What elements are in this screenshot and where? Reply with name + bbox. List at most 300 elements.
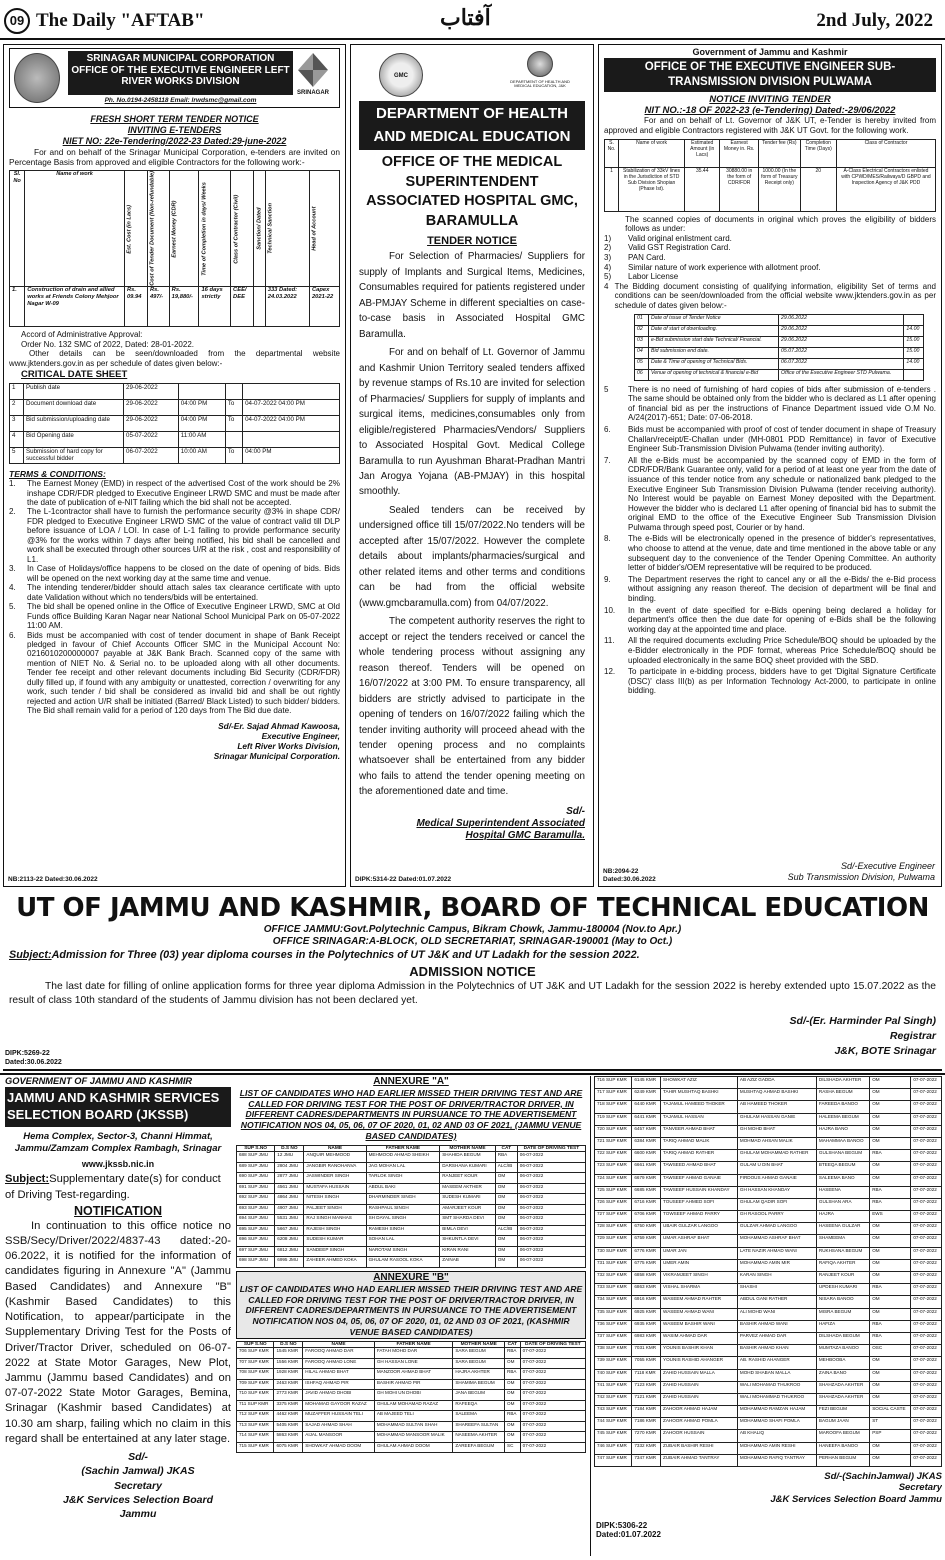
candidate-cell: VIKRAMJEET SINGH [661,1272,738,1284]
health-dept-seal-text: DEPARTMENT OF HEALTH AND MEDICAL EDUCATION, J&K [510,78,570,89]
candidate-cell: BIMLA DEVI [440,1225,496,1236]
candidate-cell: OM [870,1247,911,1259]
gmc-sign-line: Medical Superintendent Associated [416,817,585,829]
candidate-cell: UMAR JAN [661,1247,738,1259]
pulwama-schedule-cell: Date & Time of opening of Technical Bids. [649,358,779,369]
smc-work-header: Technical Sanction [265,171,309,287]
candidate-cell: 07-07-2022 [911,1137,942,1149]
smc-term-text: The intending tenderer/bidder should attach sales tax clearance certificate with upto date Validation without which no tenders/bids will be entertained. [27,583,340,602]
jkssb-sign2-line: J&K Services Selection Board Jammu [770,1493,942,1505]
candidate-cell: 07-07-2022 [520,1421,585,1432]
candidate-cell: GHULAM AHMAD DOOM [374,1442,453,1453]
candidate-cell: PALJEET SINGH [304,1204,366,1215]
smc-sign-line: Executive Engineer, [261,730,340,741]
candidate-cell: 06-07-2022 [517,1257,585,1268]
jkssb-nb-number [596,1521,661,1540]
candidate-cell: UPDESH KUMARI [816,1284,869,1296]
candidate-cell: 6679 KMR [632,1174,661,1186]
pulwama-term-text: The e-Bids will be electronically opened in the presence of bidder's representatives, who choose to attend at the venue, date and time mentioned in the above table or any subsequent day to the convenience of the Tender Opening Committee. An authority letter of bidder's/OEM representative will be required to be produced. [628,534,936,573]
candidate-cell: 5405 KMR [274,1421,303,1432]
smc-term-text: The L-1contractor shall have to furnish the performance security @3% in shape CDR/ FDR pledged to Executive Engineer LRWD SMC of the value of contract valid till DLP before issuance of LOA / LOI. In case of L-1 failing to provide performance security @3% for the works within 7 days after being notified, his bid shall be cancelled and work shall be executed through other sources U/R at the risk , cost and responsibility of L1. [27,507,340,564]
candidate-row [595,1162,942,1174]
candidate-cell: 739 SUP KMR [595,1357,632,1369]
smc-work-header: Class of Contractor (Civil) [231,171,254,287]
candidate-cell: TAJAMUL HAMEED THOKER [661,1101,738,1113]
candidate-cell: TAHIR MUSHTAQ BASHKI [661,1089,738,1101]
candidate-cell: ALC/IB [495,1162,517,1173]
candidate-cell: 734 SUP KMR [595,1296,632,1308]
pulwama-schedule-cell [904,314,924,325]
candidate-cell: 6983 KMR [632,1332,661,1344]
smc-terms-title: TERMS & CONDITIONS: [9,468,106,479]
candidate-cell: NAROTAM SINGH [366,1246,440,1257]
candidate-cell: 738 SUP KMR [595,1345,632,1357]
critical-date-cell: 1 [10,383,24,399]
smc-work-header: Earnest Money (CDR) [169,171,199,287]
candidate-cell: MOHAMAD GAYOOR RAZAZ [303,1400,375,1411]
candidate-cell: 07-07-2022 [520,1358,585,1369]
candidate-cell: SUDESH KUMAR [304,1236,366,1247]
candidate-cell: OM [870,1442,911,1454]
candidate-cell: 6661 KMR [632,1162,661,1174]
candidate-cell: OM [505,1390,521,1401]
jkssb-annexures [236,1076,586,1556]
candidate-cell: ZAHID HUSSAIN [661,1381,738,1393]
candidate-cell: 07-07-2022 [520,1411,585,1422]
candidate-cell: 2877 JMU [275,1173,304,1184]
candidate-cell: PARVEZ AHMAD DAR [737,1332,816,1344]
candidate-cell: MEHBOOBA [816,1357,869,1369]
candidate-cell: 07-07-2022 [520,1369,585,1380]
smc-work-header: Sanction/ Dated [254,171,266,287]
candidate-cell: TARIQ AHMAD MALIK [661,1137,738,1149]
candidate-cell: 6916 KMR [632,1296,661,1308]
candidate-row [595,1442,942,1454]
smc-work-cell: Rs. 497/- [147,287,169,327]
candidate-cell: KIRAN RANI [440,1246,496,1257]
smc-sign-line: Srinagar Municipal Corporation. [213,750,340,761]
candidate-cell: 07-07-2022 [520,1400,585,1411]
candidate-cell: 07-07-2022 [911,1345,942,1357]
smc-work-cell: Capex 2021-22 [309,287,339,327]
srinagar-logo-icon [291,53,335,105]
smc-work-cell: Construction of drain and allied works at Friends Colony Mehjoor Nagar W-09 [25,287,125,327]
bote-subject-label: Subject: [9,949,52,962]
pulwama-schedule-cell: 05 [635,358,649,369]
candidate-cell: 731 SUP KMR [595,1259,632,1271]
candidate-row [595,1454,942,1466]
candidate-cell: 1545 KMR [274,1348,303,1359]
candidate-cell: SOCIAL CASTE [870,1406,911,1418]
candidate-cell: 735 SUP KMR [595,1308,632,1320]
candidate-cell: 6935 KMR [632,1320,661,1332]
pulwama-doc-text: Valid original enlistment card. [628,233,732,243]
pulwama-schedule-row [635,358,924,369]
candidate-cell: ZAHOOR AHMAD POMLA [661,1418,738,1430]
jkssb-banner: JAMMU AND KASHMIR SERVICES SELECTION BOARD (JKSSB) [5,1087,231,1127]
candidate-cell: DHARMINDER SINGH [366,1194,440,1205]
pulwama-work-cell: 20 [800,167,836,211]
candidate-cell: 07-07-2022 [911,1198,942,1210]
candidate-cell: FAROOQ AHMAD LONE [303,1358,375,1369]
jkssb-notification [3,1076,233,1556]
candidate-cell: HILAL AHMAD BHAT [303,1369,375,1380]
candidate-cell: SHAREEFA SULTAN [453,1421,505,1432]
candidate-cell: ZAHID HUSSAIN MALLA [661,1369,738,1381]
candidate-cell: SANDEEP SINGH [304,1246,366,1257]
smc-work-cell: 1. [10,287,25,327]
candidate-cell: 6706 KMR [632,1211,661,1223]
jkssb-subject: Supplementary date(s) for conduct of Driving Test-regarding. [5,1173,221,1201]
candidate-header-row [237,1145,586,1152]
pulwama-term-text: All the e-Bids must be accompanied by the scanned copy of EMD in the form of CDR/FDR/Bank Guarantee only, valid for a period of at least one year from the date of issuance of this tender notice from any schedule or nationalized bank pledged to the Executive Engineer Sub Transmission Division Pulwama (tender receiving authority). No Interest would be payable on Earnest Money deposited with the Department. However the bidder who is declared L1 after opening of financial bid has to submit the original EMD to the office of the Executive Engineer Sub Transmission Division Pulwama through speed post, Courier or by hand. [628,455,936,532]
candidate-cell: 2463 KMR [274,1379,303,1390]
candidate-cell: 07-07-2022 [911,1430,942,1442]
candidate-header-cell: D.S NO [275,1145,304,1152]
candidate-cell: SALEEMA BANO [816,1174,869,1186]
candidate-cell: OM [495,1173,517,1184]
candidate-cell: 07-07-2022 [911,1125,942,1137]
candidate-cell: RBA [870,1284,911,1296]
candidate-cell: 713 SUP KMR [237,1421,274,1432]
candidate-cell: SMT SHARDA DEVI [440,1215,496,1226]
candidate-cell: JANGBIR RANOHANVA [304,1162,366,1173]
gmc-sign-line: Hospital GMC Baramulla. [465,829,585,841]
candidate-cell: OM [870,1369,911,1381]
candidate-cell: OM [870,1077,911,1089]
pulwama-term-number: 8. [604,534,611,544]
candidate-header-cell: SUP S.NO [237,1145,275,1152]
candidate-cell: LATE NAZIR AHMAD WANI [737,1247,816,1259]
candidate-cell: 6995 JMU [275,1257,304,1268]
candidate-cell: NASEEMA AKHTER [453,1432,505,1443]
critical-date-row [10,399,340,415]
candidate-cell: RAFEEQA [453,1400,505,1411]
jkssb-annex-continued [594,1076,942,1556]
candidate-cell: 741 SUP KMR [595,1381,632,1393]
candidate-row [237,1442,586,1453]
candidate-cell: UMER AMIN [661,1259,738,1271]
candidate-cell: HAJRA [816,1211,869,1223]
candidate-cell: 4462 KMR [274,1411,303,1422]
pulwama-schedule-cell: 05.07.2022 [779,347,904,358]
candidate-cell: MANZOOR AHMAD BHAT [374,1369,453,1380]
candidate-cell: 7332 KMR [632,1442,661,1454]
critical-date-cell: Publish date [24,383,124,399]
candidate-cell: SHAMEEMA [816,1235,869,1247]
pulwama-work-header: Earnest Money in. Rs. [720,139,759,167]
candidate-cell: OM [870,1393,911,1405]
pulwama-schedule-cell: 06.07.2022 [779,358,904,369]
candidate-cell: 692 SUP JMU [237,1194,275,1205]
candidate-cell: GH HASSAN LONE [374,1358,453,1369]
candidate-cell: UMAR ASHRAF BHAT [661,1235,738,1247]
candidate-cell: YOUNIS RASHID AHANGER [661,1357,738,1369]
candidate-cell: 6384 KMR [632,1137,661,1149]
jkssb-notice-title: NOTIFICATION [74,1203,162,1218]
candidate-cell: ZAHID HUSSAIN [661,1393,738,1405]
candidate-cell: 6812 JMU [275,1246,304,1257]
candidate-cell: 07-07-2022 [911,1320,942,1332]
pulwama-term-text: In the event of date specified for e-Bids opening being declared a holiday for department's office then the due date for opening of e-Bids shall be the following working day at the appointed time and place. [628,605,936,634]
candidate-cell: SOHAN LAL [366,1236,440,1247]
candidate-cell: 07-07-2022 [911,1284,942,1296]
pulwama-schedule-cell [904,369,924,380]
candidate-cell: ANQUIR MEHMOOD [304,1152,366,1163]
candidate-cell: MUZAFFER HUSSAIN TELI [303,1411,375,1422]
candidate-cell: 6600 KMR [632,1150,661,1162]
candidate-cell: 2773 KMR [274,1390,303,1401]
candidate-cell: 07-07-2022 [911,1089,942,1101]
candidate-cell: 4864 JMU [275,1194,304,1205]
candidate-header-cell: CAT [505,1341,521,1348]
candidate-cell: DILSHADA BEGUM [816,1332,869,1344]
critical-date-cell: 2 [10,399,24,415]
candidate-cell: 6249 KMR [632,1089,661,1101]
pulwama-doc-number: 4) [604,262,612,272]
candidate-cell: WASEEM AHMAD RAHTER [661,1296,738,1308]
critical-date-cell: To [225,415,242,431]
candidate-cell: HAFIZA [816,1320,869,1332]
candidate-header-cell: DATE OF DRIVING TEST [517,1145,585,1152]
smc-term-number: 6. [9,630,16,640]
candidate-cell: SHAHZADA AKHTER [816,1381,869,1393]
gmc-para-3: Sealed tenders can be received by undersigned office till 15/07/2022.No tenders will be accepted after 15/07/2022. However the complete details about implants/pharmacies/surgical and other related items and other terms and conditions can be had from the official website (www.gmcbaramulla.com) from 04/07/2022. [359,504,585,609]
candidate-cell: 1928 KMR [274,1369,303,1380]
candidate-row [595,1198,942,1210]
candidate-cell: SALEEMA [453,1411,505,1422]
pulwama-work-cell: 30880.00 in the form of CDR/FDR [720,167,759,211]
candidate-header-cell: NAME [304,1145,366,1152]
pulwama-schedule-row [635,347,924,358]
candidate-row [237,1358,586,1369]
candidate-row [595,1418,942,1430]
candidate-cell: SHAHZADA AKHTER [816,1393,869,1405]
annex-a-description: LIST OF CANDIDATES WHO HAD EARLIER MISSED THEIR DRIVING TEST AND ARE CALLED FOR DRIVING TEST FOR THE POST OF DRIVER/TRACTOR DRIVER, IN DIFFERENT CADRES/DEPARTMENTS IN PURSUANCE TO THE ADVERTISEMENT NOTIFICATION NOS 04, 05, 06, 07 OF 2020, 01, 02 AND 03 OF 2021, (JAMMU VENUE BASED CANDIDATES) [239,1088,583,1141]
pulwama-tender-ad [598,44,942,887]
candidate-cell: FAREEDA BANOO [816,1101,869,1113]
candidate-row [595,1393,942,1405]
critical-date-title: CRITICAL DATE SHEET [21,369,128,381]
candidate-cell: 06-07-2022 [517,1194,585,1205]
candidate-cell: 07-07-2022 [911,1259,942,1271]
gmc-nb-number: DIPK:5314-22 Dated:01.07.2022 [355,876,452,884]
health-dept-seal-icon [505,51,575,89]
candidate-cell: 6750 KMR [632,1223,661,1235]
candidate-cell: BAGUM JAAN [816,1418,869,1430]
candidate-cell: 696 SUP JMU [237,1236,275,1247]
candidate-cell: 1556 KMR [274,1358,303,1369]
candidate-cell: 07-07-2022 [911,1113,942,1125]
candidate-cell: MOHAMMAD SHAFI POMLA [737,1418,816,1430]
candidate-cell: ZAHOOR AHMAD HAJAM [661,1406,738,1418]
candidate-row [595,1296,942,1308]
pulwama-term-text: There is no need of furnishing of hard copies of bids after submission of e-tenders . The same should be obtained only from the bidder who is declared as L1 after opening of financial bid as per the instructions of Finance Department issued vide O.M No. A/24(2017)-651; Date: 07-06-2018. [628,384,936,423]
candidate-cell: NISARA BANOO [816,1296,869,1308]
smc-tender-ad [3,44,346,887]
smc-work-cell: Rs. 09.94 [124,287,147,327]
candidate-cell: RAJ SINGH MANHAS [304,1215,366,1226]
pulwama-schedule-cell: Bid submission end date. [649,347,779,358]
pulwama-doc-text: Similar nature of work experience with allotment proof. [628,262,821,272]
candidate-row [595,1101,942,1113]
candidate-cell: UBAIR GULZAR LANGOO [661,1223,738,1235]
pulwama-schedule-cell: 29.06.2022 [779,314,904,325]
pulwama-term-text: Bids must be accompanied with proof of cost of tender document in shape of Treasury Challan/receipt/E-Challan under (MH-0801 PDD Remittance) in favor of Executive Engineer Sub-Transmission Division Pulwama (tender inviting authority). [628,424,936,454]
pulwama-schedule-cell: Date of issue of Tender Notice [649,314,779,325]
candidate-cell: HASEENA [816,1186,869,1198]
candidate-cell: 747 SUP KMR [595,1454,632,1466]
candidate-cell: 6776 KMR [632,1247,661,1259]
jkssb-sign-line: J&K Services Selection Board Jammu [63,1493,213,1520]
pulwama-term-number: 10. [604,605,616,615]
candidate-cell: 689 SUP JMU [237,1162,275,1173]
critical-date-cell: 29-06-2022 [124,399,179,415]
candidate-cell: MOHD SHABAN MALLA [737,1369,816,1381]
smc-term-text: In Case of Holidays/office happens to be closed on the date of opening of bids. Bids will be opened on the next working day at the same time and venue. [27,564,340,583]
candidate-row [237,1215,586,1226]
candidate-cell: 714 SUP KMR [237,1432,274,1443]
gmc-tender-ad [350,44,594,887]
candidate-row [237,1173,586,1184]
candidate-cell: 6759 KMR [632,1235,661,1247]
candidate-row [237,1400,586,1411]
candidate-cell: 690 SUP JMU [237,1173,275,1184]
candidate-cell: OM [870,1296,911,1308]
candidate-cell: MOHAMMAD MANSOOR MALIK [374,1432,453,1443]
smc-intro: For and on behalf of the Srinagar Municipal Corporation, e-tenders are invited on Percentage Basis from approved and eligible Contractors for the following work:- [9,147,340,168]
candidate-cell: 6925 KMR [632,1308,661,1320]
pulwama-schedule-cell: Date of start of downloading. [649,325,779,336]
candidate-cell: 717 SUP KMR [595,1089,632,1101]
candidate-cell: MUMTAZA BANOO [816,1345,869,1357]
critical-date-cell: 3 [10,415,24,431]
section-divider [0,1073,945,1075]
candidate-cell: 06-07-2022 [517,1162,585,1173]
candidate-cell: 06-07-2022 [517,1236,585,1247]
critical-date-cell: 04-07-2022 04:00 PM [243,415,340,431]
candidate-cell: HAJRA BANO [816,1125,869,1137]
pulwama-work-header: Completion Time (Days) [800,139,836,167]
candidate-row [237,1379,586,1390]
candidate-cell: RASHA BEGUM [816,1089,869,1101]
candidate-cell: MUSHTAQ AHMAD BASHKI [737,1089,816,1101]
candidate-cell: 07-07-2022 [520,1348,585,1359]
jkssb-signature [5,1450,231,1521]
critical-date-cell: Submission of hard copy for successful bidder [24,447,124,463]
bote-subject: Admission for Three (03) year diploma courses in the Polytechnics of UT J&K and UT Ladakh for the session 2022. [51,949,640,962]
candidate-cell: SHAMIMA BEGUM [453,1379,505,1390]
candidate-cell: AB MAJEED TELI [374,1411,453,1422]
candidate-cell: ZAINAB [440,1257,496,1268]
smc-term-number: 5. [9,602,16,612]
jkssb-subject-label: Subject: [5,1173,50,1186]
candidate-cell: HALEEMA BEGUM [816,1113,869,1125]
candidate-cell: GULAM U DIN BHAT [737,1162,816,1174]
candidate-cell: HANEEFA BANOO [816,1442,869,1454]
candidate-cell: TARIQ AHMAD RATHER [661,1150,738,1162]
candidate-cell: 688 SUP JMU [237,1152,275,1163]
candidate-row [237,1204,586,1215]
pulwama-term-number: 6. [604,424,611,434]
candidate-cell: 697 SUP JMU [237,1246,275,1257]
candidate-cell: TAWSEEF HUSSAIN KHANDAY [661,1186,738,1198]
candidate-row [595,1357,942,1369]
candidate-cell: AB. RASHID AHANGER [737,1357,816,1369]
candidate-cell: 07-07-2022 [911,1150,942,1162]
candidate-cell: RANJEET KOUR [816,1272,869,1284]
candidate-cell: BTEEQA BEGUM [816,1162,869,1174]
candidate-row [595,1272,942,1284]
candidate-row [595,1235,942,1247]
candidate-cell: 743 SUP KMR [595,1406,632,1418]
smc-sign-line: Left River Works Division, [237,740,340,751]
smc-sign-line: Sd/-Er. Sajad Ahmad Kawoosa, [218,720,340,731]
candidate-cell: 727 SUP KMR [595,1211,632,1223]
candidate-cell: MOHAMMAD ASHRAF BHAT [737,1235,816,1247]
candidate-cell: OM [495,1257,517,1268]
candidate-cell: SARA BEGUM [453,1358,505,1369]
candidate-cell: 07-07-2022 [911,1332,942,1344]
candidate-cell: HASEENA GULZAR [816,1223,869,1235]
pulwama-term-number: 12. [604,667,616,677]
pulwama-work-cell: 35.44 [685,167,720,211]
smc-work-cell: 16 days strictly [199,287,231,327]
candidate-cell: OM [870,1137,911,1149]
smc-work-cell: 333 Dated: 24.03.2022 [265,287,309,327]
candidate-cell: MAHAMMAA BANOO [816,1137,869,1149]
pulwama-terms-list [604,385,936,696]
candidate-header-cell: SUP S.NO [237,1341,274,1348]
bote-body: The last date for filling of online application forms for three year diploma Admission in the Polytechnics of UT J&K and UT Ladakh for the session 2022 is hereby extended upto 15.07.2022 as the result of class 10th standard of the students of Jammu division has not been declared yet. [9,980,936,1006]
candidate-cell: 06-07-2022 [517,1204,585,1215]
candidate-cell: MOHMAD AHSAN MALIK [737,1137,816,1149]
smc-notice-subtitle: INVITING E-TENDERS [127,124,222,135]
newspaper-logo: آفتاب [440,5,491,31]
pulwama-work-cell: Stabilization of 33kV lines in the Jurisdiction of STD Sub Division Shopian (Phase Ist). [619,167,685,211]
smc-nb-number: NB:2113-22 Dated:30.06.2022 [8,876,98,884]
candidate-row [595,1259,942,1271]
candidate-header-cell: FATHER NAME [374,1341,453,1348]
smc-accord: Accord of Administrative Approval: [21,330,143,340]
candidate-row [595,1381,942,1393]
smc-notice-title: FRESH SHORT TERM TENDER NOTICE [90,114,259,124]
candidate-cell: GHULAM MOHAMMAD RATHER [737,1150,816,1162]
candidate-cell: 4907 JMU [275,1204,304,1215]
candidate-cell: RANJEET KOUR [440,1173,496,1184]
pulwama-nb-number [603,868,656,884]
smc-term-number: 3. [9,564,16,574]
critical-date-cell: 04-07-2022 04:00 PM [243,399,340,415]
candidate-cell: 726 SUP KMR [595,1198,632,1210]
candidate-cell: MOHAMMAD RAFIQ TANTRAY [737,1454,816,1466]
candidate-cell: MOHAMMAD AMIN MIR [737,1259,816,1271]
candidate-cell: WALI MOHAMAD THUKROO [737,1381,816,1393]
candidate-cell: TAWSEEF AHMAD GANAIE [661,1174,738,1186]
candidate-cell: 6775 KMR [632,1259,661,1271]
pulwama-schedule-row [635,325,924,336]
candidate-cell: BASHIR AHMAD KHAN [737,1345,816,1357]
pulwama-schedule-cell: e-Bid submission start date Technical/ Financial. [649,336,779,347]
jkssb-gov: GOVERNMENT OF JAMMU AND KASHMIR [5,1076,193,1086]
bote-nb-line: DIPK:5269-22 [5,1050,50,1058]
candidate-cell: RBA [505,1348,521,1359]
candidate-cell: TAJAMUL HASSAN [661,1113,738,1125]
candidate-cell: SHKUNTLA DEVI [440,1236,496,1247]
bote-nb-number [5,1050,62,1067]
candidate-cell: 07-07-2022 [911,1162,942,1174]
pulwama-schedule-cell: 29.06.2022 [779,325,904,336]
